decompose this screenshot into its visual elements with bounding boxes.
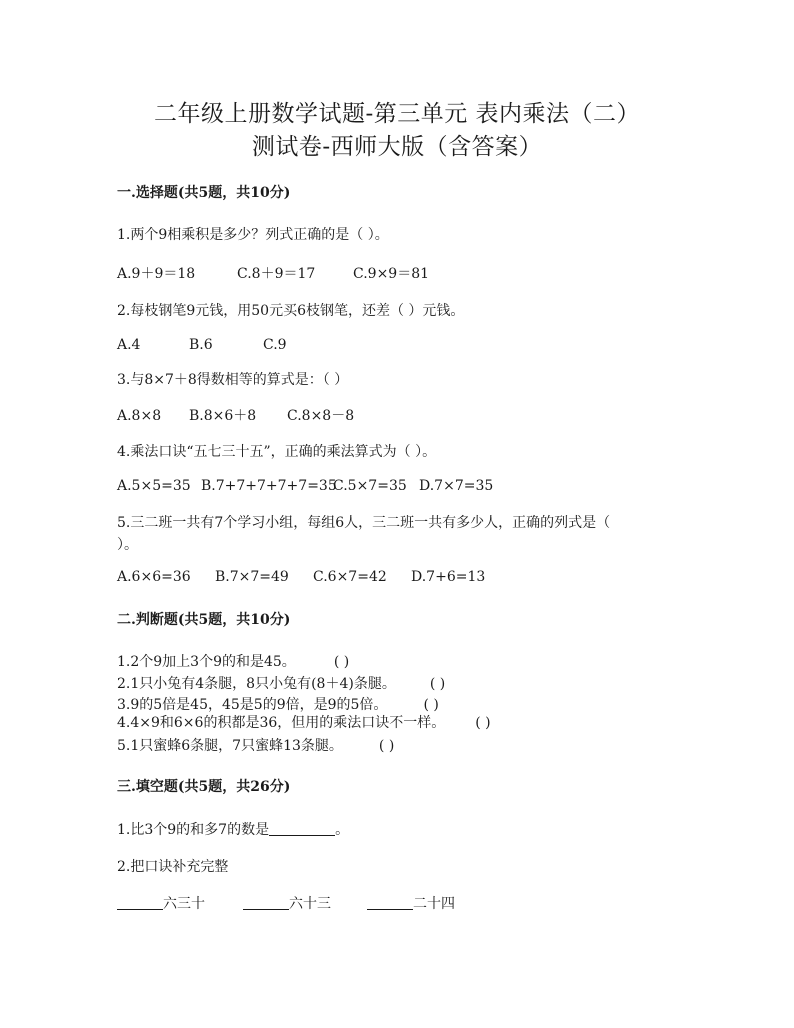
multiplication-phrase: 二十四 <box>413 896 455 912</box>
answer-paren: ( ) <box>423 697 439 713</box>
fill-question-1 <box>117 819 349 839</box>
option: C.8＋9＝17 <box>237 266 316 282</box>
section-judge-heading: 二.判断题(共5题，共10分) <box>117 612 291 628</box>
judge-item-2 <box>117 673 445 693</box>
option: D.7×7=35 <box>419 478 494 494</box>
answer-paren: ( ) <box>475 715 491 731</box>
judge-item-5 <box>117 735 394 755</box>
choice-options-5 <box>117 569 485 585</box>
option: B.6 <box>189 337 213 353</box>
option: B.7×7=49 <box>215 569 289 585</box>
judge-text: 5.1只蜜蜂6条腿，7只蜜蜂13条腿。 <box>117 738 343 754</box>
option: C.9×9＝81 <box>353 266 430 282</box>
choice-question-5-cont: ）。 <box>117 537 138 553</box>
section-choice-heading: 一.选择题(共5题，共10分) <box>117 185 291 201</box>
option: C.5×7=35 <box>333 478 407 494</box>
answer-paren: ( ) <box>378 738 395 754</box>
answer-blank <box>117 895 163 910</box>
fill-question-2: 2.把口诀补充完整 <box>117 859 229 875</box>
choice-question-4: 4.乘法口诀“五七三十五”，正确的乘法算式为（ ）。 <box>117 444 437 460</box>
fill-end: 。 <box>335 822 350 838</box>
option: C.6×7=42 <box>313 569 387 585</box>
option: A.8×8 <box>117 408 162 424</box>
choice-options-4 <box>117 478 493 494</box>
choice-question-3: 3.与8×7＋8得数相等的算式是：（ ） <box>117 372 349 388</box>
option: A.9＋9＝18 <box>117 266 196 282</box>
option: A.6×6=36 <box>117 569 191 585</box>
answer-blank <box>243 895 289 910</box>
option: B.7+7+7+7+7=35 <box>201 478 337 494</box>
fill-text: 1.比3个9的和多7的数是 <box>117 822 270 838</box>
choice-options-3 <box>117 405 354 425</box>
judge-text: 3.9的5倍是45，45是5的9倍，是9的5倍。 <box>117 697 388 713</box>
judge-item-3 <box>117 694 439 714</box>
judge-text: 1.2个9加上3个9的和是45。 <box>117 654 296 670</box>
option: D.7+6=13 <box>411 569 486 585</box>
judge-text: 2.1只小兔有4条腿，8只小兔有(8＋4)条腿。 <box>117 676 396 692</box>
judge-text: 4.4×9和6×6的积都是36，但用的乘法口诀不一样。 <box>117 715 446 731</box>
judge-item-1 <box>117 651 349 671</box>
doc-title-line2: 测试卷-西师大版（含答案） <box>251 134 543 160</box>
option: C.9 <box>263 337 287 353</box>
answer-blank <box>367 895 413 910</box>
judge-item-4 <box>117 712 491 732</box>
option: C.8×8－8 <box>287 408 355 424</box>
choice-question-1: 1.两个9相乘积是多少？列式正确的是（ ）。 <box>117 227 389 243</box>
answer-paren: ( ) <box>429 676 446 692</box>
choice-options-2 <box>117 337 287 353</box>
multiplication-phrase: 六十三 <box>289 896 331 912</box>
option: A.5×5=35 <box>117 478 191 494</box>
answer-blank <box>269 821 335 836</box>
doc-title-line1: 二年级上册数学试题-第三单元 表内乘法（二） <box>153 101 641 127</box>
choice-question-2: 2.每枝钢笔9元钱，用50元买6枝钢笔，还差（ ）元钱。 <box>117 303 465 319</box>
fill-question-2-items <box>117 893 455 913</box>
multiplication-phrase: 六三十 <box>163 896 205 912</box>
section-fill-heading: 三.填空题(共5题，共26分) <box>117 779 291 795</box>
choice-question-5: 5.三二班一共有7个学习小组，每组6人，三二班一共有多少人，正确的列式是（ <box>117 515 611 531</box>
option: A.4 <box>117 337 141 353</box>
choice-options-1 <box>117 263 429 283</box>
option: B.8×6＋8 <box>189 408 257 424</box>
answer-paren: ( ) <box>333 654 350 670</box>
